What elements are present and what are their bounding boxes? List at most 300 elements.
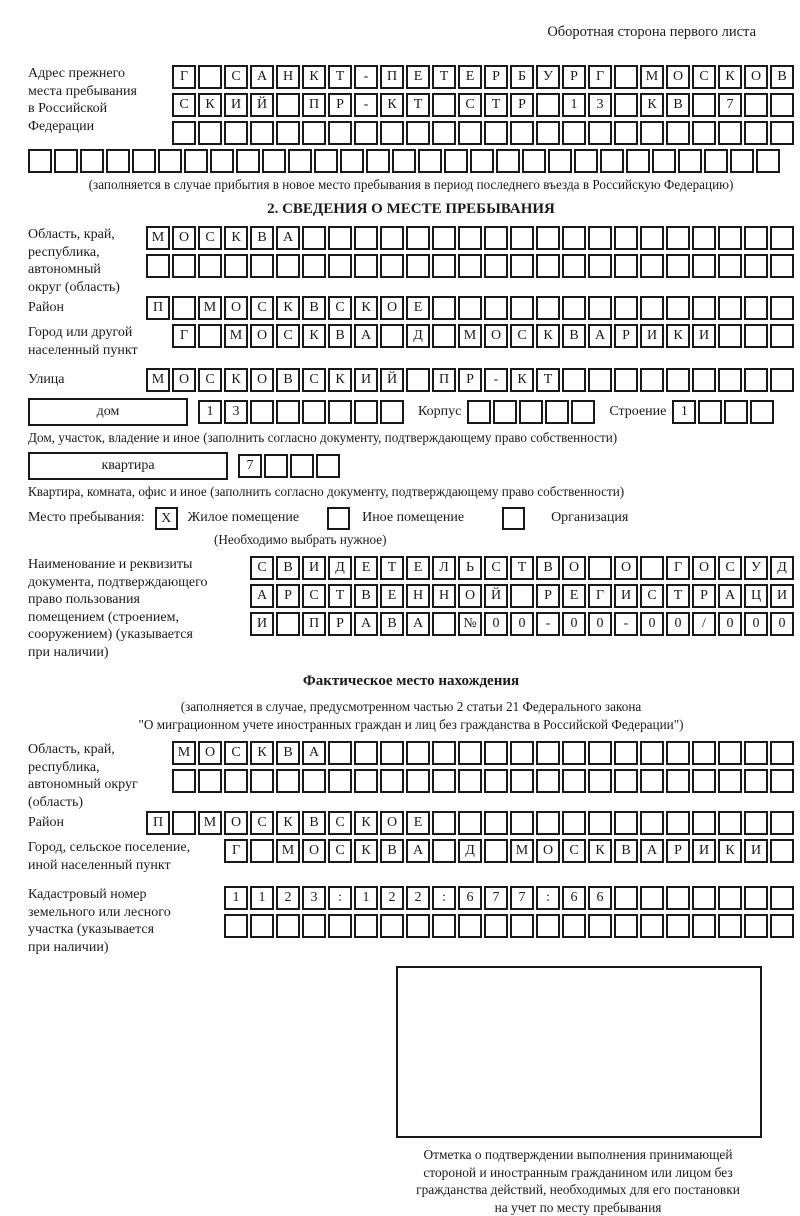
char-cell[interactable]	[80, 149, 104, 173]
char-cell[interactable]	[172, 296, 196, 320]
char-cell[interactable]: Т	[380, 556, 404, 580]
char-cell[interactable]	[172, 121, 196, 145]
char-cell[interactable]	[548, 149, 572, 173]
char-cell[interactable]: М	[224, 324, 248, 348]
char-cell[interactable]: 1	[198, 400, 222, 424]
char-cell[interactable]	[354, 254, 378, 278]
char-cell[interactable]: К	[666, 324, 690, 348]
char-cell[interactable]	[640, 296, 664, 320]
char-cell[interactable]: Р	[562, 65, 586, 89]
char-cell[interactable]: Т	[536, 368, 560, 392]
char-cell[interactable]: Г	[172, 324, 196, 348]
char-cell[interactable]	[510, 121, 534, 145]
char-cell[interactable]: С	[276, 324, 300, 348]
char-cell[interactable]	[770, 886, 794, 910]
char-cell[interactable]	[545, 400, 569, 424]
char-cell[interactable]	[692, 296, 716, 320]
char-cell[interactable]	[380, 324, 404, 348]
char-cell[interactable]: П	[302, 612, 326, 636]
char-cell[interactable]	[432, 226, 456, 250]
char-cell[interactable]	[172, 254, 196, 278]
char-cell[interactable]	[574, 149, 598, 173]
char-cell[interactable]	[458, 811, 482, 835]
char-cell[interactable]: В	[380, 612, 404, 636]
char-cell[interactable]	[380, 400, 404, 424]
char-cell[interactable]: Д	[458, 839, 482, 863]
char-cell[interactable]: 0	[484, 612, 508, 636]
char-cell[interactable]	[666, 811, 690, 835]
char-cell[interactable]	[432, 914, 456, 938]
char-cell[interactable]: С	[250, 556, 274, 580]
char-cell[interactable]: К	[354, 839, 378, 863]
char-cell[interactable]	[340, 149, 364, 173]
char-cell[interactable]: М	[640, 65, 664, 89]
char-cell[interactable]: 0	[588, 612, 612, 636]
char-cell[interactable]: И	[744, 839, 768, 863]
char-cell[interactable]: С	[224, 741, 248, 765]
char-cell[interactable]	[519, 400, 543, 424]
char-cell[interactable]	[392, 149, 416, 173]
char-cell[interactable]: Е	[354, 556, 378, 580]
char-cell[interactable]	[536, 121, 560, 145]
char-cell[interactable]	[380, 769, 404, 793]
char-cell[interactable]: И	[224, 93, 248, 117]
char-cell[interactable]	[432, 741, 456, 765]
char-cell[interactable]	[484, 914, 508, 938]
char-cell[interactable]: С	[250, 296, 274, 320]
char-cell[interactable]	[770, 324, 794, 348]
char-cell[interactable]	[588, 769, 612, 793]
char-cell[interactable]	[640, 769, 664, 793]
char-cell[interactable]	[276, 93, 300, 117]
char-cell[interactable]	[562, 254, 586, 278]
char-cell[interactable]: А	[640, 839, 664, 863]
char-cell[interactable]	[756, 149, 780, 173]
char-cell[interactable]	[328, 769, 352, 793]
char-cell[interactable]	[354, 914, 378, 938]
char-cell[interactable]: М	[458, 324, 482, 348]
char-cell[interactable]: К	[718, 65, 742, 89]
char-cell[interactable]: М	[146, 368, 170, 392]
char-cell[interactable]: Г	[172, 65, 196, 89]
char-cell[interactable]: 0	[666, 612, 690, 636]
char-cell[interactable]	[614, 368, 638, 392]
char-cell[interactable]	[224, 254, 248, 278]
char-cell[interactable]: 2	[406, 886, 430, 910]
char-cell[interactable]	[536, 914, 560, 938]
char-cell[interactable]: О	[614, 556, 638, 580]
char-cell[interactable]: К	[198, 93, 222, 117]
char-cell[interactable]: Л	[432, 556, 456, 580]
char-cell[interactable]	[692, 886, 716, 910]
char-cell[interactable]	[614, 254, 638, 278]
char-cell[interactable]	[718, 324, 742, 348]
char-cell[interactable]: О	[744, 65, 768, 89]
char-cell[interactable]	[354, 400, 378, 424]
char-cell[interactable]	[406, 121, 430, 145]
char-cell[interactable]	[718, 226, 742, 250]
char-cell[interactable]	[458, 121, 482, 145]
char-cell[interactable]	[536, 254, 560, 278]
char-cell[interactable]: М	[276, 839, 300, 863]
char-cell[interactable]	[692, 121, 716, 145]
char-cell[interactable]	[744, 368, 768, 392]
char-cell[interactable]: Р	[614, 324, 638, 348]
char-cell[interactable]: Т	[484, 93, 508, 117]
char-cell[interactable]: С	[562, 839, 586, 863]
char-cell[interactable]: 0	[770, 612, 794, 636]
char-cell[interactable]: Ц	[744, 584, 768, 608]
char-cell[interactable]	[692, 254, 716, 278]
char-cell[interactable]	[328, 400, 352, 424]
char-cell[interactable]	[562, 769, 586, 793]
char-cell[interactable]	[406, 226, 430, 250]
char-cell[interactable]: О	[250, 368, 274, 392]
char-cell[interactable]	[172, 769, 196, 793]
char-cell[interactable]: К	[224, 226, 248, 250]
char-cell[interactable]: К	[302, 65, 326, 89]
char-cell[interactable]: К	[588, 839, 612, 863]
char-cell[interactable]	[484, 296, 508, 320]
char-cell[interactable]	[54, 149, 78, 173]
char-cell[interactable]: К	[354, 811, 378, 835]
char-cell[interactable]	[493, 400, 517, 424]
char-cell[interactable]	[718, 254, 742, 278]
char-cell[interactable]	[562, 121, 586, 145]
char-cell[interactable]: О	[380, 296, 404, 320]
char-cell[interactable]	[770, 741, 794, 765]
char-cell[interactable]: К	[302, 324, 326, 348]
char-cell[interactable]: Е	[406, 811, 430, 835]
char-cell[interactable]	[744, 811, 768, 835]
char-cell[interactable]	[692, 914, 716, 938]
char-cell[interactable]: -	[354, 93, 378, 117]
char-cell[interactable]: С	[484, 556, 508, 580]
char-cell[interactable]: П	[380, 65, 404, 89]
char-cell[interactable]	[640, 121, 664, 145]
char-cell[interactable]	[536, 769, 560, 793]
char-cell[interactable]	[380, 121, 404, 145]
char-cell[interactable]	[510, 741, 534, 765]
char-cell[interactable]	[770, 914, 794, 938]
char-cell[interactable]: К	[276, 296, 300, 320]
char-cell[interactable]: О	[224, 296, 248, 320]
char-cell[interactable]	[250, 254, 274, 278]
char-cell[interactable]	[316, 454, 340, 478]
char-cell[interactable]	[224, 914, 248, 938]
char-cell[interactable]	[250, 121, 274, 145]
char-cell[interactable]	[250, 400, 274, 424]
char-cell[interactable]	[770, 839, 794, 863]
char-cell[interactable]	[614, 226, 638, 250]
char-cell[interactable]: И	[302, 556, 326, 580]
char-cell[interactable]	[288, 149, 312, 173]
char-cell[interactable]	[666, 741, 690, 765]
char-cell[interactable]	[626, 149, 650, 173]
char-cell[interactable]	[678, 149, 702, 173]
char-cell[interactable]: М	[198, 296, 222, 320]
char-cell[interactable]	[328, 914, 352, 938]
checkbox-other-premises[interactable]	[327, 507, 350, 530]
char-cell[interactable]: Т	[666, 584, 690, 608]
char-cell[interactable]	[744, 254, 768, 278]
char-cell[interactable]	[328, 226, 352, 250]
char-cell[interactable]: С	[224, 65, 248, 89]
char-cell[interactable]: В	[380, 839, 404, 863]
char-cell[interactable]	[276, 400, 300, 424]
char-cell[interactable]	[380, 226, 404, 250]
char-cell[interactable]: Т	[510, 556, 534, 580]
char-cell[interactable]	[484, 741, 508, 765]
char-cell[interactable]: В	[276, 368, 300, 392]
char-cell[interactable]	[510, 226, 534, 250]
char-cell[interactable]: А	[406, 839, 430, 863]
char-cell[interactable]: В	[354, 584, 378, 608]
char-cell[interactable]: О	[692, 556, 716, 580]
char-cell[interactable]: П	[146, 296, 170, 320]
char-cell[interactable]	[522, 149, 546, 173]
char-cell[interactable]	[28, 149, 52, 173]
char-cell[interactable]	[770, 121, 794, 145]
char-cell[interactable]	[718, 886, 742, 910]
char-cell[interactable]	[484, 121, 508, 145]
char-cell[interactable]	[744, 324, 768, 348]
char-cell[interactable]: П	[302, 93, 326, 117]
char-cell[interactable]: М	[172, 741, 196, 765]
char-cell[interactable]	[432, 839, 456, 863]
char-cell[interactable]: -	[614, 612, 638, 636]
char-cell[interactable]: В	[666, 93, 690, 117]
char-cell[interactable]: И	[692, 839, 716, 863]
char-cell[interactable]: 0	[744, 612, 768, 636]
char-cell[interactable]: О	[536, 839, 560, 863]
char-cell[interactable]: В	[328, 324, 352, 348]
char-cell[interactable]	[484, 839, 508, 863]
char-cell[interactable]: 7	[484, 886, 508, 910]
char-cell[interactable]	[354, 741, 378, 765]
char-cell[interactable]: О	[172, 368, 196, 392]
char-cell[interactable]: О	[198, 741, 222, 765]
char-cell[interactable]	[614, 769, 638, 793]
char-cell[interactable]	[536, 296, 560, 320]
char-cell[interactable]	[406, 368, 430, 392]
char-cell[interactable]	[536, 93, 560, 117]
char-cell[interactable]: У	[536, 65, 560, 89]
char-cell[interactable]	[600, 149, 624, 173]
char-cell[interactable]: Д	[770, 556, 794, 580]
char-cell[interactable]: С	[510, 324, 534, 348]
char-cell[interactable]: П	[432, 368, 456, 392]
char-cell[interactable]	[198, 65, 222, 89]
char-cell[interactable]: В	[302, 296, 326, 320]
char-cell[interactable]: К	[276, 811, 300, 835]
char-cell[interactable]	[588, 368, 612, 392]
char-cell[interactable]	[640, 556, 664, 580]
char-cell[interactable]: -	[484, 368, 508, 392]
char-cell[interactable]	[588, 914, 612, 938]
char-cell[interactable]: С	[302, 584, 326, 608]
char-cell[interactable]	[380, 741, 404, 765]
char-cell[interactable]	[588, 226, 612, 250]
char-cell[interactable]: О	[380, 811, 404, 835]
char-cell[interactable]: С	[458, 93, 482, 117]
char-cell[interactable]	[250, 769, 274, 793]
char-cell[interactable]: А	[354, 324, 378, 348]
char-cell[interactable]	[354, 769, 378, 793]
char-cell[interactable]	[692, 93, 716, 117]
char-cell[interactable]	[224, 121, 248, 145]
char-cell[interactable]: Е	[458, 65, 482, 89]
char-cell[interactable]	[276, 914, 300, 938]
char-cell[interactable]	[718, 121, 742, 145]
char-cell[interactable]	[692, 368, 716, 392]
char-cell[interactable]: Е	[380, 584, 404, 608]
char-cell[interactable]	[614, 121, 638, 145]
char-cell[interactable]	[666, 368, 690, 392]
char-cell[interactable]: В	[302, 811, 326, 835]
char-cell[interactable]	[718, 914, 742, 938]
char-cell[interactable]	[458, 769, 482, 793]
char-cell[interactable]	[198, 324, 222, 348]
char-cell[interactable]	[172, 811, 196, 835]
char-cell[interactable]	[444, 149, 468, 173]
char-cell[interactable]	[236, 149, 260, 173]
checkbox-residential[interactable]: X	[155, 507, 178, 530]
char-cell[interactable]: К	[718, 839, 742, 863]
char-cell[interactable]: Н	[432, 584, 456, 608]
char-cell[interactable]	[666, 121, 690, 145]
char-cell[interactable]: И	[250, 612, 274, 636]
char-cell[interactable]	[406, 769, 430, 793]
char-cell[interactable]: Т	[406, 93, 430, 117]
char-cell[interactable]: Ь	[458, 556, 482, 580]
char-cell[interactable]: :	[328, 886, 352, 910]
char-cell[interactable]	[354, 121, 378, 145]
char-cell[interactable]	[588, 121, 612, 145]
char-cell[interactable]	[458, 914, 482, 938]
char-cell[interactable]: А	[276, 226, 300, 250]
char-cell[interactable]	[536, 811, 560, 835]
char-cell[interactable]	[276, 612, 300, 636]
char-cell[interactable]: Р	[328, 612, 352, 636]
char-cell[interactable]: К	[224, 368, 248, 392]
char-cell[interactable]: №	[458, 612, 482, 636]
char-cell[interactable]: И	[354, 368, 378, 392]
char-cell[interactable]	[640, 886, 664, 910]
char-cell[interactable]	[770, 226, 794, 250]
char-cell[interactable]: Т	[432, 65, 456, 89]
char-cell[interactable]	[484, 226, 508, 250]
char-cell[interactable]	[302, 400, 326, 424]
char-cell[interactable]: Н	[406, 584, 430, 608]
char-cell[interactable]: Т	[328, 65, 352, 89]
char-cell[interactable]: О	[172, 226, 196, 250]
char-cell[interactable]	[458, 296, 482, 320]
char-cell[interactable]	[224, 769, 248, 793]
char-cell[interactable]: Т	[328, 584, 352, 608]
char-cell[interactable]	[328, 121, 352, 145]
char-cell[interactable]	[770, 769, 794, 793]
char-cell[interactable]: У	[744, 556, 768, 580]
char-cell[interactable]: Й	[380, 368, 404, 392]
char-cell[interactable]	[458, 741, 482, 765]
char-cell[interactable]: О	[302, 839, 326, 863]
char-cell[interactable]: Е	[406, 296, 430, 320]
char-cell[interactable]	[250, 839, 274, 863]
char-cell[interactable]	[380, 254, 404, 278]
char-cell[interactable]	[718, 769, 742, 793]
char-cell[interactable]	[210, 149, 234, 173]
char-cell[interactable]	[562, 368, 586, 392]
char-cell[interactable]: О	[666, 65, 690, 89]
char-cell[interactable]: С	[198, 368, 222, 392]
char-cell[interactable]	[250, 914, 274, 938]
char-cell[interactable]: 7	[238, 454, 262, 478]
char-cell[interactable]	[666, 886, 690, 910]
char-cell[interactable]: И	[640, 324, 664, 348]
char-cell[interactable]: Й	[484, 584, 508, 608]
char-cell[interactable]	[666, 914, 690, 938]
char-cell[interactable]: Г	[588, 65, 612, 89]
char-cell[interactable]: 1	[250, 886, 274, 910]
char-cell[interactable]	[276, 254, 300, 278]
char-cell[interactable]	[276, 769, 300, 793]
char-cell[interactable]: И	[770, 584, 794, 608]
char-cell[interactable]	[510, 296, 534, 320]
char-cell[interactable]: С	[640, 584, 664, 608]
char-cell[interactable]: 0	[640, 612, 664, 636]
char-cell[interactable]	[588, 556, 612, 580]
char-cell[interactable]	[704, 149, 728, 173]
char-cell[interactable]: Р	[510, 93, 534, 117]
char-cell[interactable]: Р	[536, 584, 560, 608]
checkbox-organization[interactable]	[502, 507, 525, 530]
char-cell[interactable]: С	[250, 811, 274, 835]
char-cell[interactable]: 1	[224, 886, 248, 910]
char-cell[interactable]: Р	[328, 93, 352, 117]
char-cell[interactable]	[290, 454, 314, 478]
char-cell[interactable]: -	[354, 65, 378, 89]
char-cell[interactable]: О	[250, 324, 274, 348]
char-cell[interactable]: 0	[562, 612, 586, 636]
char-cell[interactable]	[406, 254, 430, 278]
char-cell[interactable]	[666, 296, 690, 320]
char-cell[interactable]	[730, 149, 754, 173]
char-cell[interactable]	[302, 226, 326, 250]
char-cell[interactable]: В	[614, 839, 638, 863]
char-cell[interactable]	[692, 769, 716, 793]
char-cell[interactable]	[640, 368, 664, 392]
char-cell[interactable]	[432, 769, 456, 793]
char-cell[interactable]: К	[380, 93, 404, 117]
char-cell[interactable]: 0	[718, 612, 742, 636]
char-cell[interactable]: О	[562, 556, 586, 580]
char-cell[interactable]	[562, 296, 586, 320]
char-cell[interactable]: 2	[276, 886, 300, 910]
char-cell[interactable]	[718, 368, 742, 392]
char-cell[interactable]	[484, 769, 508, 793]
char-cell[interactable]: П	[146, 811, 170, 835]
char-cell[interactable]	[158, 149, 182, 173]
char-cell[interactable]: М	[198, 811, 222, 835]
char-cell[interactable]: И	[614, 584, 638, 608]
char-cell[interactable]: В	[562, 324, 586, 348]
char-cell[interactable]	[744, 741, 768, 765]
char-cell[interactable]: 6	[562, 886, 586, 910]
char-cell[interactable]	[432, 121, 456, 145]
char-cell[interactable]: 2	[380, 886, 404, 910]
char-cell[interactable]: Р	[692, 584, 716, 608]
